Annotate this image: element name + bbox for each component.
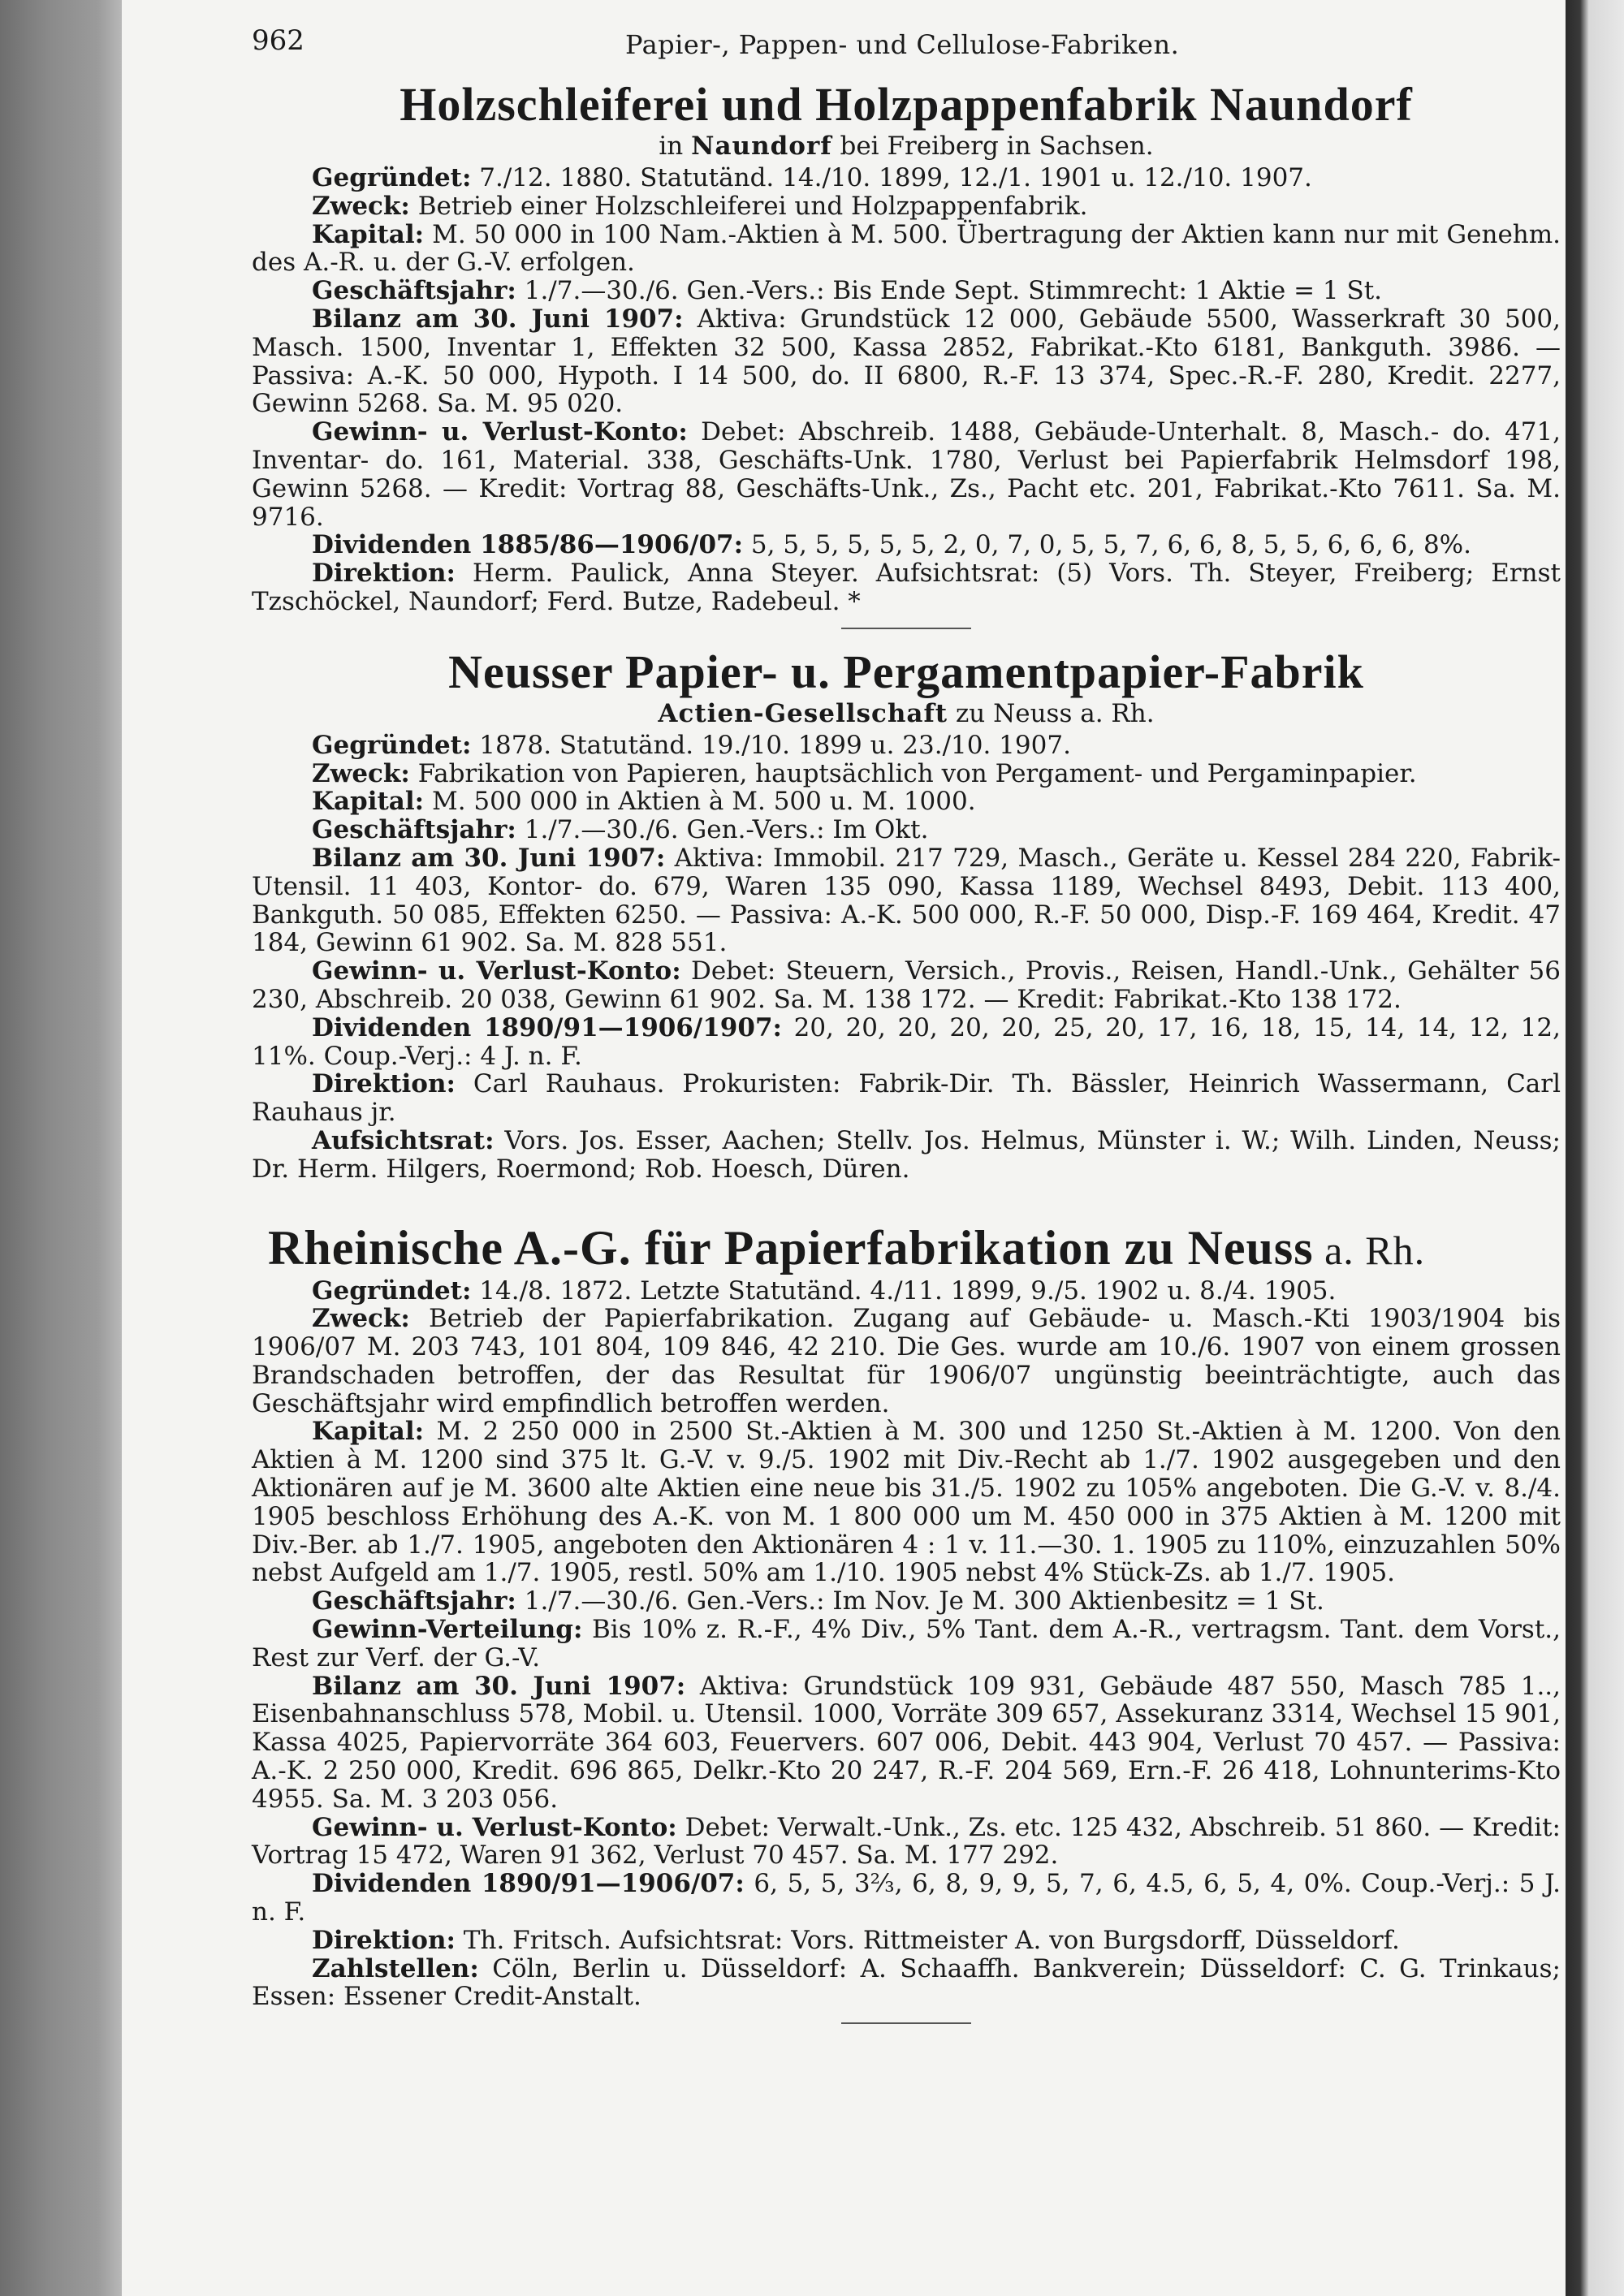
- section-label: Kapital:: [312, 219, 425, 249]
- section-dividenden: [252, 531, 1561, 559]
- section-text: Bis 10% z. R.-F., 4% Div., 5% Tant. dem A.-R., vertragsm. Tant. dem Vorst., Rest zur Verf. der G.-V.: [252, 1615, 1561, 1672]
- section-gewinn-verlust: [252, 418, 1561, 531]
- section-text: 1./7.—30./6. Gen.-Vers.: Bis Ende Sept. Stimmrecht: 1 Aktie = 1 St.: [516, 276, 1383, 306]
- section-label: Kapital:: [312, 1417, 425, 1447]
- section-text: Betrieb einer Holzschleiferei und Holzpappenfabrik.: [409, 191, 1088, 221]
- section-label: Direktion:: [312, 559, 456, 589]
- subtitle-legal-form: Actien-Gesellschaft: [658, 698, 948, 728]
- section-zweck: [252, 1305, 1561, 1418]
- subtitle-suffix: bei Freiberg in Sachsen.: [831, 132, 1154, 161]
- section-label: Zweck:: [312, 1304, 410, 1334]
- section-text: 7./12. 1880. Statutänd. 14./10. 1899, 12./1. 1901 u. 12./10. 1907.: [471, 163, 1312, 192]
- section-text: Cöln, Berlin u. Düsseldorf: A. Schaaffh. Bankverein; Düsseldorf: C. G. Trinkaus; Essen: Essener Credit-Anstalt.: [252, 1953, 1561, 2012]
- section-label: Gegründet:: [312, 1275, 472, 1306]
- section-separator: [841, 628, 971, 629]
- section-text: 1./7.—30./6. Gen.-Vers.: Im Nov. Je M. 300 Aktienbesitz = 1 St.: [516, 1586, 1324, 1616]
- section-text: Th. Fritsch. Aufsichtsrat: Vors. Rittmeister A. von Burgsdorff, Düsseldorf.: [455, 1925, 1400, 1955]
- section-label: Bilanz am 30. Juni 1907:: [312, 1671, 686, 1701]
- section-kapital: [252, 788, 1561, 816]
- section-separator: [841, 2022, 971, 2024]
- page-edge-shadow: [1566, 0, 1624, 2296]
- section-kapital: [252, 221, 1561, 278]
- section-geschaeftsjahr: [252, 816, 1561, 844]
- section-label: Zweck:: [312, 758, 410, 788]
- section-label: Zweck:: [312, 191, 410, 221]
- section-bilanz: [252, 1672, 1561, 1814]
- section-kapital: [252, 1418, 1561, 1587]
- section-text: Aktiva: Grundstück 12 000, Gebäude 5500, Wasserkraft 30 500, Masch. 1500, Inventar 1, Effekten 32 500, Kassa 2852, Fabrikat.-Kto 6181, Bankguth. 3986. — Passiva: A.-K. 50 000, Hypoth. I 14 500, do. II 6800, R.-F. 13 374, Spec.-R.-F. 280, Kredit. 2277, Gewinn 5268. Sa. M. 95 020.: [252, 304, 1561, 419]
- section-label: Gewinn- u. Verlust-Konto:: [312, 417, 688, 447]
- section-label: Direktion:: [312, 1925, 456, 1955]
- section-aufsichtsrat: [252, 1127, 1561, 1184]
- section-label: Direktion:: [312, 1069, 456, 1099]
- section-zweck: [252, 192, 1561, 221]
- section-label: Bilanz am 30. Juni 1907:: [312, 843, 666, 873]
- section-text: 1./7.—30./6. Gen.-Vers.: Im Okt.: [516, 815, 929, 845]
- running-header: [252, 18, 1561, 67]
- book-spine-shadow: [0, 0, 122, 2296]
- section-text: Aktiva: Immobil. 217 729, Masch., Geräte u. Kessel 284 220, Fabrik-Utensil. 11 403, Kontor- do. 679, Waren 135 090, Kassa 1189, Wechsel 8493, Debit. 113 400, Bankguth. 50 085, Effekten 6250. — Passiva: A.-K. 500 000, R.-F. 50 000, Disp.-F. 169 464, Kredit. 47 184, Gewinn 61 902. Sa. M. 828 551.: [252, 843, 1561, 958]
- section-label: Zahlstellen:: [312, 1953, 479, 1983]
- section-label: Geschäftsjahr:: [312, 1586, 516, 1616]
- page-number: 962: [252, 24, 304, 57]
- section-label: Gewinn-Verteilung:: [312, 1615, 583, 1645]
- company-title: Holzschleiferei und Holzpappenfabrik Naundorf: [400, 78, 1413, 131]
- section-text: M. 500 000 in Aktien à M. 500 u. M. 1000.: [424, 787, 976, 817]
- company-title-location: a. Rh.: [1313, 1227, 1426, 1273]
- section-text: M. 50 000 in 100 Nam.-Aktien à M. 500. Übertragung der Aktien kann nur mit Genehm. des A.-R. u. der G.-V. erfolgen.: [252, 219, 1561, 278]
- section-text: M. 2 250 000 in 2500 St.-Aktien à M. 300 und 1250 St.-Aktien à M. 1200. Von den Aktien à M. 1200 sind 375 lt. G.-V. v. 9./5. 1902 mit Div.-Recht ab 1./7. 1902 ausgegeben und den Aktionären auf je M. 3600 alte Aktien eine neue bis 31./5. 1902 zu 105% angeboten. Die G.-V. v. 8./4. 1905 beschloss Erhöhung des A.-K. von M. 1 800 000 um M. 450 000 in 375 Aktien à M. 1200 mit Div.-Ber. ab 1./7. 1905, angeboten den Aktionären 4 : 1 v. 11.—30. 1. 1905 zu 110%, einzuzahlen 50% nebst Aufgeld am 1./7. 1905, restl. 50% am 1./10. 1905 nebst 4% Stück-Zs. ab 1./7. 1905.: [252, 1417, 1561, 1588]
- section-text: 1878. Statutänd. 19./10. 1899 u. 23./10. 1907.: [471, 730, 1071, 760]
- section-text: 5, 5, 5, 5, 5, 5, 2, 0, 7, 0, 5, 5, 7, 6, 6, 8, 5, 5, 6, 6, 6, 8%.: [743, 530, 1471, 560]
- section-geschaeftsjahr: [252, 277, 1561, 305]
- section-text: Aktiva: Grundstück 109 931, Gebäude 487 550, Masch 785 1.., Eisenbahnanschluss 578, Mobil. u. Utensil. 1000, Vorräte 309 657, Assekuranz 3314, Wechsel 15 901, Kassa 4025, Papiervorräte 364 603, Feuervers. 607 006, Debit. 443 904, Verlust 70 457. — Passiva: A.-K. 2 250 000, Kredit. 696 865, Delkr.-Kto 20 247, R.-F. 204 569, Ern.-F. 26 418, Lohnunterims-Kto 4955. Sa. M. 3 203 056.: [252, 1671, 1561, 1814]
- section-gegruendet: [252, 1277, 1561, 1306]
- section-geschaeftsjahr: [252, 1587, 1561, 1616]
- section-gewinn-verlust: [252, 1814, 1561, 1871]
- company-title: [252, 1221, 1561, 1277]
- section-gewinn-verlust: [252, 957, 1561, 1014]
- section-text: Debet: Steuern, Versich., Provis., Reisen, Handl.-Unk., Gehälter 56 230, Abschreib. 20 038, Gewinn 61 902. Sa. M. 138 172. — Kredit: Fabrikat.-Kto 138 172.: [252, 956, 1561, 1014]
- section-text: Debet: Abschreib. 1488, Gebäude-Unterhalt. 8, Masch.- do. 471, Inventar- do. 161, Material. 338, Geschäfts-Unk. 1780, Verlust bei Papierfabrik Helmsdorf 198, Gewinn 5268. — Kredit: Vortrag 88, Geschäfts-Unk., Zs., Pacht etc. 201, Fabrikat.-Kto 7611. Sa. M. 9716.: [252, 417, 1561, 532]
- page-content: [252, 18, 1561, 2040]
- section-gegruendet: [252, 164, 1561, 192]
- section-label: Geschäftsjahr:: [312, 276, 516, 306]
- section-dividenden: [252, 1870, 1561, 1927]
- subtitle-place: Naundorf: [691, 132, 832, 161]
- section-bilanz: [252, 844, 1561, 957]
- section-direktion: [252, 1927, 1561, 1955]
- section-text: Carl Rauhaus. Prokuristen: Fabrik-Dir. Th. Bässler, Heinrich Wassermann, Carl Rauhaus jr.: [252, 1069, 1561, 1128]
- section-bilanz: [252, 305, 1561, 418]
- section-zahlstellen: [252, 1955, 1561, 2012]
- section-label: Gegründet:: [312, 730, 472, 760]
- company-entry-rheinische: [252, 1221, 1561, 2025]
- section-dividenden: [252, 1014, 1561, 1071]
- section-gegruendet: [252, 732, 1561, 760]
- company-title-main: Rheinische A.-G. für Papierfabrikation zu Neuss: [268, 1220, 1314, 1275]
- section-zweck: [252, 760, 1561, 788]
- section-label: Dividenden 1885/86—1906/07:: [312, 530, 744, 560]
- section-label: Aufsichtsrat:: [312, 1125, 495, 1155]
- section-text: Betrieb der Papierfabrikation. Zugang auf Gebäude- u. Masch.-Kti 1903/1904 bis 1906/07 M. 203 743, 101 804, 109 846, 42 210. Die Ges. wurde am 10./6. 1907 von einem grossen Brandschaden betroffen, der das Resultat für 1906/07 ungünstig beeinträchtigte, auch das Geschäftsjahr wird empfindlich betroffen werden.: [252, 1304, 1561, 1418]
- section-text: Herm. Paulick, Anna Steyer. Aufsichtsrat: (5) Vors. Th. Steyer, Freiberg; Ernst Tzschöckel, Naundorf; Ferd. Butze, Radebeul. *: [252, 559, 1561, 616]
- section-direktion: [252, 559, 1561, 616]
- company-subtitle: [252, 132, 1561, 161]
- section-label: Gegründet:: [312, 163, 472, 192]
- section-text: Debet: Verwalt.-Unk., Zs. etc. 125 432, Abschreib. 51 860. — Kredit: Vortrag 15 472, Waren 91 362, Verlust 70 457. Sa. M. 177 292.: [252, 1812, 1561, 1871]
- section-label: Gewinn- u. Verlust-Konto:: [312, 1812, 677, 1842]
- company-entry-holzschleiferei: [252, 78, 1561, 629]
- section-text: 20, 20, 20, 20, 20, 25, 20, 17, 16, 18, 15, 14, 14, 12, 12, 11%. Coup.-Verj.: 4 J. n. F.: [252, 1012, 1561, 1071]
- company-entry-neusser: [252, 645, 1561, 1184]
- company-subtitle: [252, 699, 1561, 728]
- section-label: Kapital:: [312, 787, 425, 817]
- subtitle-prefix: in: [659, 132, 692, 161]
- section-text: Fabrikation von Papieren, hauptsächlich von Pergament- und Pergaminpapier.: [409, 758, 1417, 788]
- section-label: Dividenden 1890/91—1906/07:: [312, 1869, 745, 1899]
- section-label: Bilanz am 30. Juni 1907:: [312, 304, 684, 334]
- section-text: 6, 5, 5, 3⅔, 6, 8, 9, 9, 5, 7, 6, 4.5, 6, 5, 4, 0%. Coup.-Verj.: 5 J. n. F.: [252, 1869, 1561, 1927]
- section-text: 14./8. 1872. Letzte Statutänd. 4./11. 1899, 9./5. 1902 u. 8./4. 1905.: [471, 1275, 1337, 1306]
- subtitle-suffix: zu Neuss a. Rh.: [948, 698, 1155, 728]
- section-label: Dividenden 1890/91—1906/1907:: [312, 1012, 782, 1042]
- section-text: Vors. Jos. Esser, Aachen; Stellv. Jos. Helmus, Münster i. W.; Wilh. Linden, Neuss; Dr. Herm. Hilgers, Roermond; Rob. Hoesch, Düren.: [252, 1125, 1561, 1184]
- section-label: Gewinn- u. Verlust-Konto:: [312, 956, 681, 986]
- section-label: Geschäftsjahr:: [312, 815, 516, 845]
- section-gewinn-verteilung: [252, 1616, 1561, 1672]
- running-title: Papier-, Pappen- und Cellulose-Fabriken.: [625, 29, 1180, 60]
- company-title: Neusser Papier- u. Pergamentpapier-Fabrik: [448, 645, 1364, 698]
- section-direktion: [252, 1070, 1561, 1127]
